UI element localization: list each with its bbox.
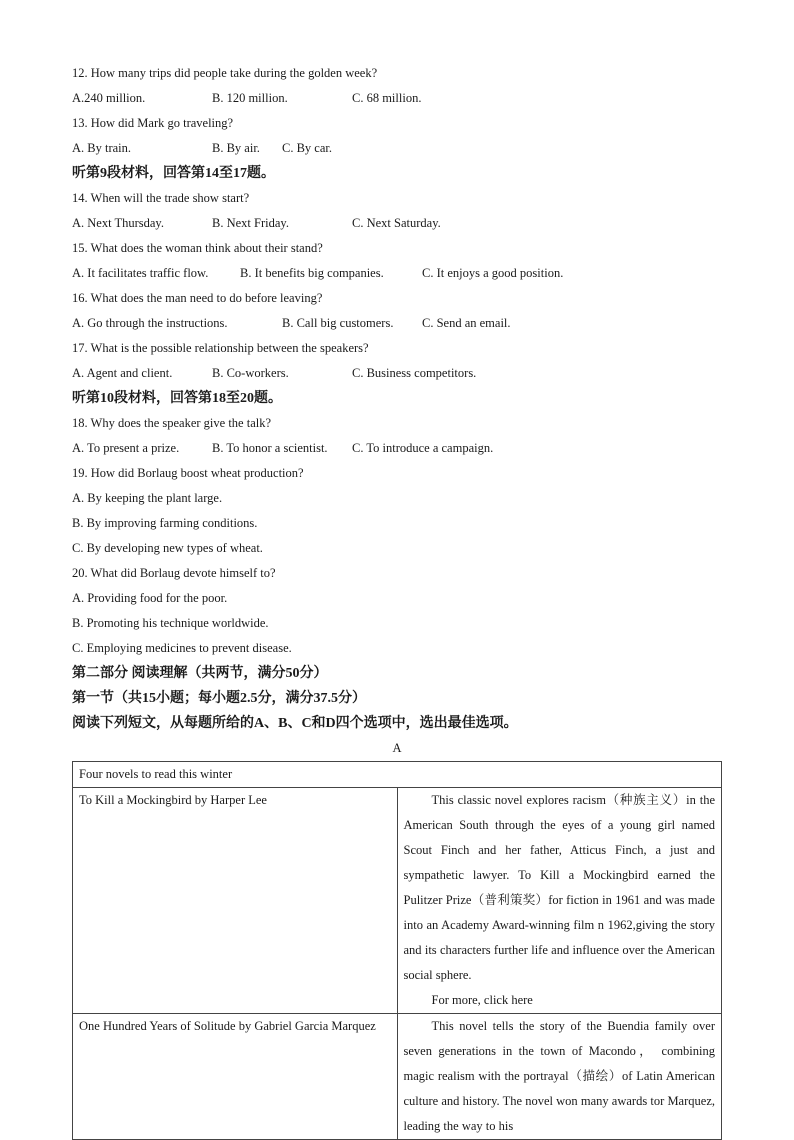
novel-description-cell [397,1014,722,1140]
option-c: C. Business competitors. [352,366,477,380]
option-c: C. Send an email. [422,316,511,330]
option-b: B. Next Friday. [212,216,289,230]
option-b: B. 120 million. [212,91,288,105]
novel-title: To Kill a Mockingbird by Harper Lee [73,788,398,1014]
option-a: A. Go through the instructions. [72,316,228,330]
passage-label: A [392,741,402,755]
section-heading-10: 听第10段材料，回答第18至20题。 [72,391,282,406]
option-c: C. To introduce a campaign. [352,441,494,455]
more-link[interactable]: For more, click here [431,993,533,1007]
table-header-row [73,762,722,788]
option-a: A. By keeping the plant large. [72,491,223,505]
option-a: A. Providing food for the poor. [72,591,228,605]
option-b: B. By air. [212,141,260,155]
option-a: A. Agent and client. [72,366,173,380]
novel-title: One Hundred Years of Solitude by Gabriel Garcia Marquez [73,1014,398,1140]
option-a: A. Next Thursday. [72,216,164,230]
question-15: 15. What does the woman think about their stand? [72,241,323,255]
question-18: 18. Why does the speaker give the talk? [72,416,272,430]
question-20: 20. What did Borlaug devote himself to? [72,566,276,580]
option-b: B. Call big customers. [282,316,394,330]
option-b: B. To honor a scientist. [212,441,328,455]
option-a: A. To present a prize. [72,441,180,455]
novel-description: This novel tells the story of the Buendia family over seven generations in the town of Macondo， combining magic realism with the portrayal（描绘）of Latin American culture and history. The novel won many awards tor Marquez, leading the way to his [403,1019,715,1133]
option-b: B. It benefits big companies. [240,266,384,280]
option-a: A.240 million. [72,91,146,105]
question-17: 17. What is the possible relationship between the speakers? [72,341,369,355]
option-c: C. 68 million. [352,91,422,105]
options-14 [72,211,722,236]
options-17 [72,361,722,386]
option-a: A. By train. [72,141,132,155]
table-row [73,788,722,1014]
option-b: B. Promoting his technique worldwide. [72,616,269,630]
option-c: C. It enjoys a good position. [422,266,564,280]
table-row [73,1014,722,1140]
options-13 [72,136,722,161]
document-page [72,61,722,1140]
part-heading: 第二部分 阅读理解（共两节，满分50分） [72,666,328,681]
section-heading-9: 听第9段材料，回答第14至17题。 [72,166,275,181]
option-b: B. Co-workers. [212,366,289,380]
options-16 [72,311,722,336]
table-header: Four novels to read this winter [73,762,722,788]
options-15 [72,261,722,286]
option-c: C. Next Saturday. [352,216,441,230]
novels-table [72,761,722,1140]
novel-description: This classic novel explores racism（种族主义）in the American South through the eyes of a young girl named Scout Finch and her father, Atticus Finch, a just and sympathetic lawyer. To Kill a Mockingbird earned the Pulitzer Prize（普利策奖）for fiction in 1961 and was made into an Academy Award-winning film n 1962,giving the story and its characters further life and influence over the American social sphere. [403,793,715,982]
question-16: 16. What does the man need to do before leaving? [72,291,323,305]
option-c: C. By developing new types of wheat. [72,541,263,555]
novel-description-cell [397,788,722,1014]
option-a: A. It facilitates traffic flow. [72,266,209,280]
question-12: 12. How many trips did people take during the golden week? [72,66,378,80]
question-13: 13. How did Mark go traveling? [72,116,234,130]
instruction-text: 阅读下列短文，从每题所给的A、B、C和D四个选项中，选出最佳选项。 [72,716,518,731]
options-18 [72,436,722,461]
options-12 [72,86,722,111]
question-14: 14. When will the trade show start? [72,191,250,205]
option-b: B. By improving farming conditions. [72,516,258,530]
option-c: C. By car. [282,141,332,155]
question-19: 19. How did Borlaug boost wheat production? [72,466,304,480]
section-heading: 第一节（共15小题；每小题2.5分，满分37.5分） [72,691,366,706]
option-c: C. Employing medicines to prevent disease. [72,641,292,655]
